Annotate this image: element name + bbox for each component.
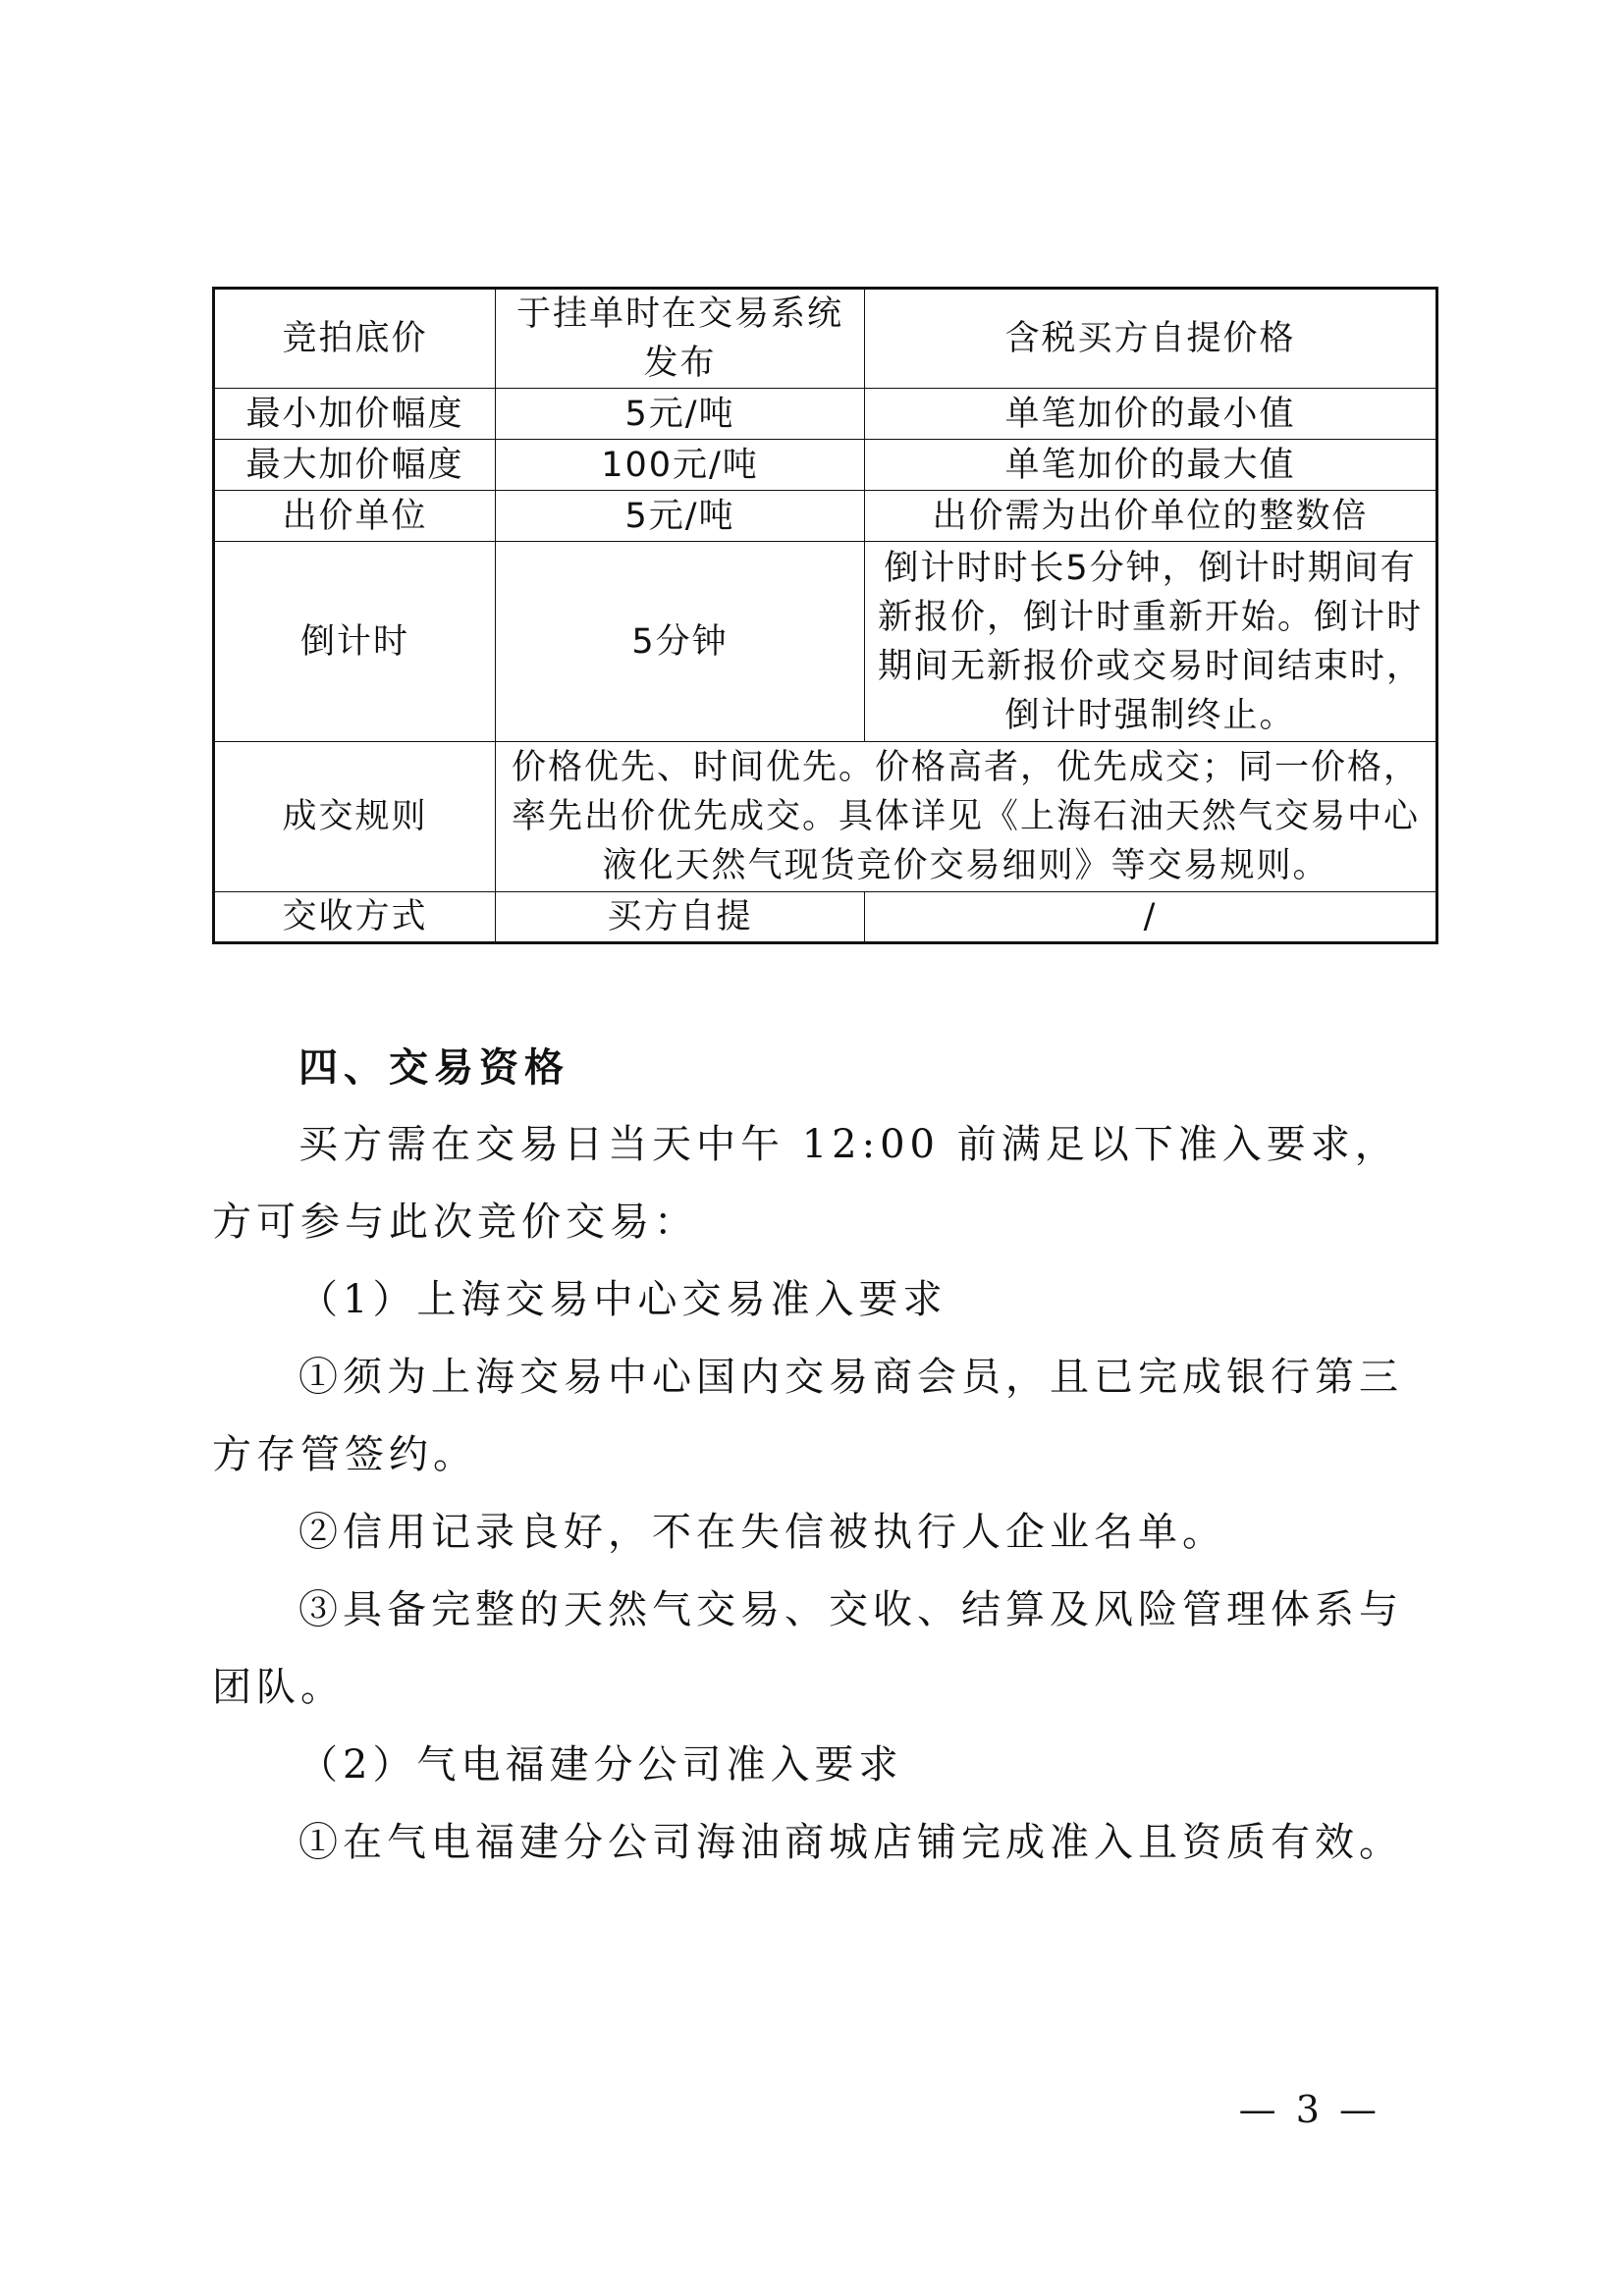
row-label: 竞拍底价 bbox=[214, 289, 496, 389]
table-row bbox=[214, 289, 1437, 389]
row-label: 最大加价幅度 bbox=[214, 440, 496, 491]
table-row bbox=[214, 491, 1437, 542]
row-note: 倒计时时长5分钟，倒计时期间有新报价，倒计时重新开始。倒计时期间无新报价或交易时间结束时，倒计时强制终止。 bbox=[865, 542, 1437, 742]
table-row bbox=[214, 440, 1437, 491]
row-value: 于挂单时在交易系统发布 bbox=[496, 289, 865, 389]
intro-paragraph: 买方需在交易日当天中午 12:00 前满足以下准入要求，方可参与此次竞价交易： bbox=[212, 1122, 1399, 1245]
subsection-title: （1）上海交易中心交易准入要求 bbox=[298, 1277, 947, 1322]
row-note: 出价需为出价单位的整数倍 bbox=[865, 491, 1437, 542]
row-note: 单笔加价的最大值 bbox=[865, 440, 1437, 491]
row-label: 交收方式 bbox=[214, 892, 496, 943]
table-row bbox=[214, 892, 1437, 943]
row-merged-rules: 价格优先、时间优先。价格高者，优先成交；同一价格，率先出价优先成交。具体详见《上海石油天然气交易中心液化天然气现货竞价交易细则》等交易规则。 bbox=[496, 742, 1437, 892]
row-value: 5分钟 bbox=[496, 542, 865, 742]
table-row bbox=[214, 542, 1437, 742]
row-label: 倒计时 bbox=[214, 542, 496, 742]
table-row bbox=[214, 389, 1437, 440]
row-label: 最小加价幅度 bbox=[214, 389, 496, 440]
row-value: 5元/吨 bbox=[496, 389, 865, 440]
subsection-title: （2）气电福建分公司准入要求 bbox=[298, 1742, 903, 1788]
page-number: — 3 — bbox=[1238, 2088, 1380, 2131]
row-label: 出价单位 bbox=[214, 491, 496, 542]
row-label: 成交规则 bbox=[214, 742, 496, 892]
section-body bbox=[212, 1029, 1422, 1882]
trading-parameters-table bbox=[212, 287, 1438, 944]
row-value: 100元/吨 bbox=[496, 440, 865, 491]
row-note: 含税买方自提价格 bbox=[865, 289, 1437, 389]
requirement-item: ③具备完整的天然气交易、交收、结算及风险管理体系与团队。 bbox=[212, 1587, 1403, 1710]
requirement-item: ②信用记录良好，不在失信被执行人企业名单。 bbox=[298, 1510, 1226, 1555]
table-row bbox=[214, 742, 1437, 892]
section-heading: 四、交易资格 bbox=[298, 1044, 569, 1091]
row-value: 买方自提 bbox=[496, 892, 865, 943]
row-note: 单笔加价的最小值 bbox=[865, 389, 1437, 440]
row-value: 5元/吨 bbox=[496, 491, 865, 542]
requirement-item: ①须为上海交易中心国内交易商会员，且已完成银行第三方存管签约。 bbox=[212, 1355, 1403, 1477]
requirement-item: ①在气电福建分公司海油商城店铺完成准入且资质有效。 bbox=[298, 1820, 1403, 1865]
row-note: / bbox=[865, 892, 1437, 943]
